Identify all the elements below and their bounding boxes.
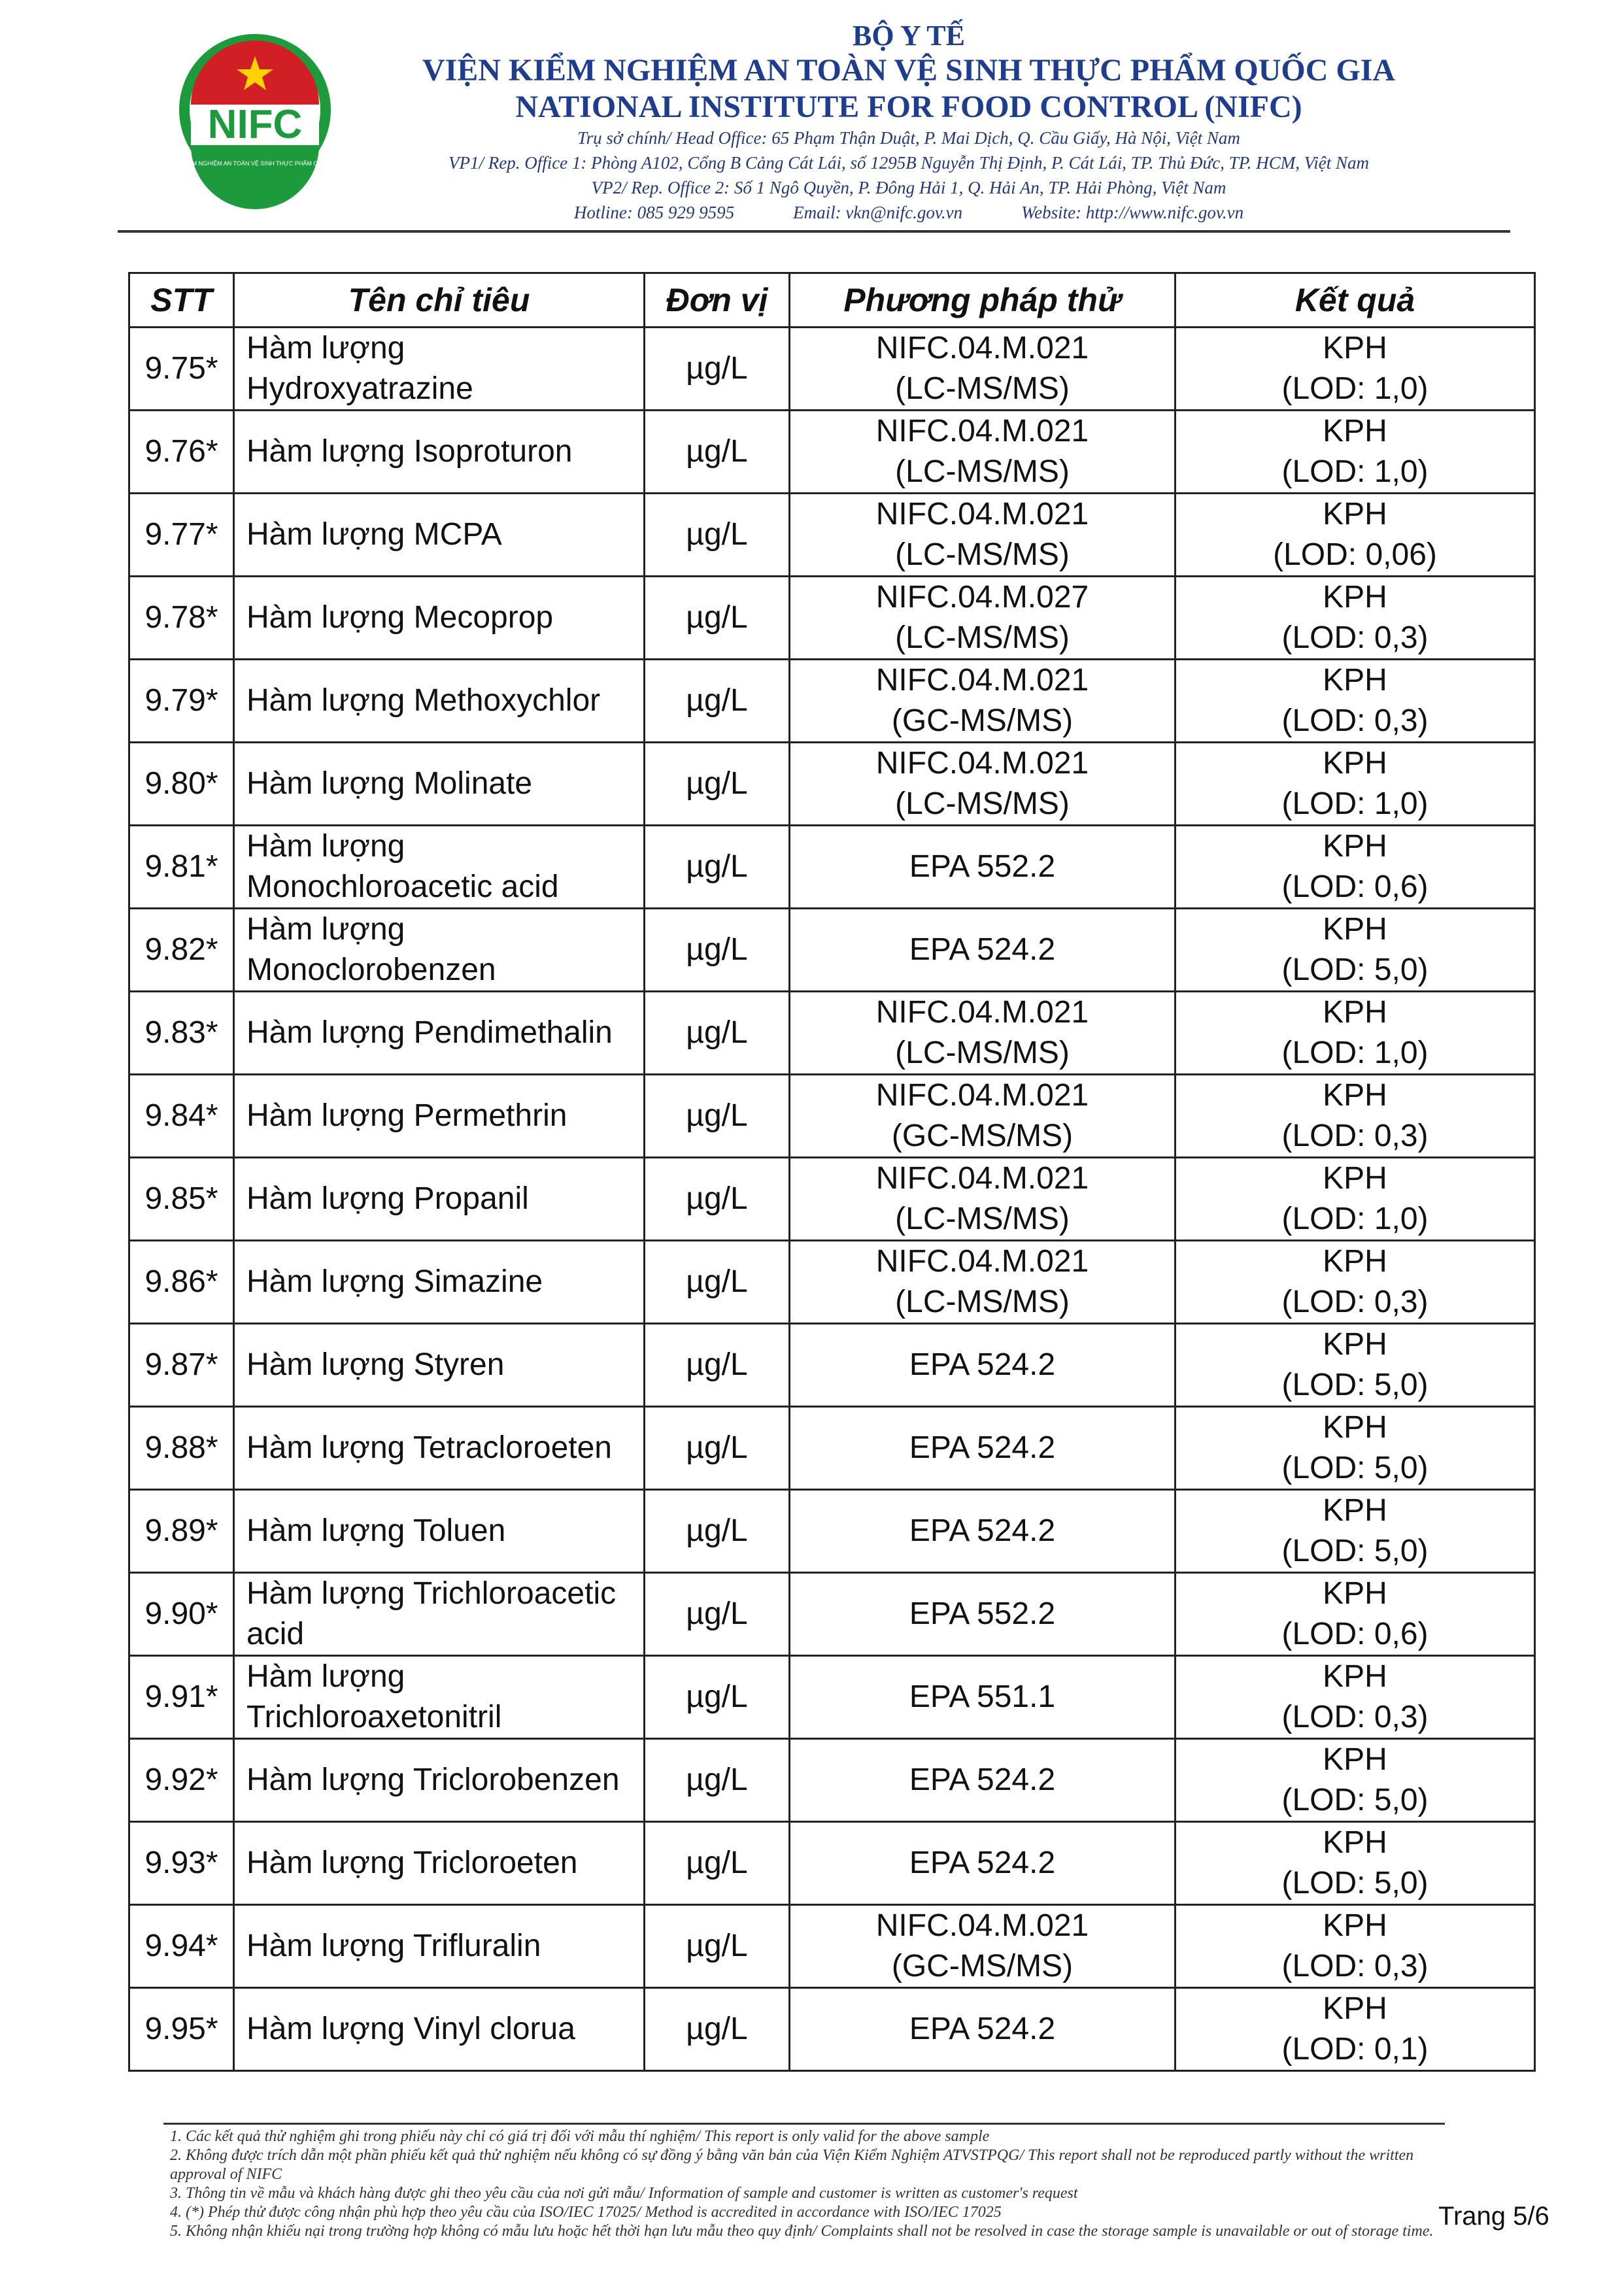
cell-result-line: KPH <box>1323 995 1387 1030</box>
cell-method-line: NIFC.04.M.021 <box>875 414 1089 448</box>
head-office-address: Trụ sở chính/ Head Office: 65 Phạm Thận Duật, P. Mai Dịch, Q. Cầu Giấy, Hà Nội, Việt Nam <box>577 128 1240 148</box>
cell-result-line: KPH <box>1323 1742 1387 1777</box>
cell-method <box>790 992 1176 1075</box>
header-unit: Đơn vị <box>645 273 790 328</box>
cell-method <box>790 1822 1176 1905</box>
cell-method-line: (LC-MS/MS) <box>895 1202 1070 1236</box>
cell-stt: 9.89* <box>129 1490 234 1573</box>
footer-note: 2. Không được trích dẫn một phần phiếu kết quả thử nghiệm nếu không có sự đồng ý bằng văn bản của Viện Kiểm Nghiệm ATVSTPQG/ This report shall not be reproduced partly without the written approval of NIFC <box>170 2147 1414 2183</box>
cell-name <box>234 743 645 826</box>
table-row <box>129 1573 1535 1656</box>
cell-result-line: (LOD: 5,0) <box>1281 1534 1429 1568</box>
cell-method <box>790 1407 1176 1490</box>
cell-result-line: (LOD: 1,0) <box>1281 786 1429 821</box>
cell-result-line: KPH <box>1323 1078 1387 1113</box>
cell-method-line: NIFC.04.M.021 <box>875 995 1089 1030</box>
cell-result-line: (LOD: 5,0) <box>1281 1368 1429 1402</box>
cell-name-line: acid <box>246 1617 305 1651</box>
cell-result-line: (LOD: 1,0) <box>1281 454 1429 489</box>
cell-method-line: EPA 524.2 <box>909 1513 1056 1548</box>
website: Website: http://www.nifc.gov.vn <box>1021 203 1244 222</box>
cell-method <box>790 909 1176 992</box>
cell-stt: 9.85* <box>129 1158 234 1241</box>
cell-unit: µg/L <box>645 328 790 411</box>
table-row <box>129 1075 1535 1158</box>
cell-name-line: Hàm lượng Molinate <box>246 766 533 801</box>
table-header-row <box>129 273 1535 328</box>
cell-method-line: EPA 524.2 <box>909 932 1056 967</box>
cell-method-line: (GC-MS/MS) <box>891 1119 1074 1153</box>
cell-method-line: EPA 551.1 <box>909 1679 1056 1714</box>
cell-result-line: KPH <box>1323 912 1387 947</box>
header-stt: STT <box>129 273 234 328</box>
cell-method-line: EPA 552.2 <box>909 849 1056 884</box>
cell-method <box>790 1656 1176 1739</box>
cell-result-line: (LOD: 0,1) <box>1281 2032 1429 2066</box>
cell-method-line: NIFC.04.M.021 <box>875 1161 1089 1196</box>
cell-name <box>234 1075 645 1158</box>
cell-result-line: KPH <box>1323 746 1387 781</box>
cell-name-line: Hàm lượng <box>246 331 405 365</box>
cell-method <box>790 1739 1176 1822</box>
rep-office-2-address: VP2/ Rep. Office 2: Số 1 Ngô Quyền, P. Đông Hải 1, Q. Hải An, TP. Hải Phòng, Việt Nam <box>591 178 1226 197</box>
cell-result <box>1176 1822 1535 1905</box>
cell-name-line: Hàm lượng Permethrin <box>246 1098 567 1133</box>
cell-name <box>234 826 645 909</box>
cell-name-line: Hàm lượng Simazine <box>246 1264 543 1299</box>
cell-unit: µg/L <box>645 494 790 577</box>
cell-name-line: Hàm lượng Isoproturon <box>246 434 573 469</box>
cell-method-line: NIFC.04.M.021 <box>875 497 1089 531</box>
cell-result-line: (LOD: 5,0) <box>1281 953 1429 987</box>
ministry-name: BỘ Y TẾ <box>853 20 965 52</box>
cell-name-line: Hàm lượng Tetracloroeten <box>246 1430 612 1465</box>
cell-method-line: NIFC.04.M.021 <box>875 663 1089 698</box>
cell-method <box>790 1988 1176 2071</box>
cell-method-line: NIFC.04.M.021 <box>875 1908 1089 1943</box>
cell-unit: µg/L <box>645 1988 790 2071</box>
cell-result-line: (LOD: 5,0) <box>1281 1866 1429 1900</box>
cell-method <box>790 328 1176 411</box>
cell-method <box>790 1158 1176 1241</box>
cell-stt: 9.76* <box>129 411 234 494</box>
cell-result-line: KPH <box>1323 1908 1387 1943</box>
cell-result <box>1176 1324 1535 1407</box>
cell-result <box>1176 1075 1535 1158</box>
cell-method-line: EPA 524.2 <box>909 2012 1056 2046</box>
cell-method-line: (LC-MS/MS) <box>895 371 1070 406</box>
cell-method <box>790 494 1176 577</box>
cell-name-line: Hàm lượng MCPA <box>246 517 502 552</box>
cell-result-line: (LOD: 0,3) <box>1281 1949 1429 1983</box>
cell-method <box>790 1905 1176 1988</box>
cell-stt: 9.77* <box>129 494 234 577</box>
cell-name-line: Hàm lượng Mecoprop <box>246 600 554 635</box>
header-method: Phương pháp thử <box>790 273 1176 328</box>
table-row <box>129 1739 1535 1822</box>
contact-row <box>366 200 1451 225</box>
table-row <box>129 1822 1535 1905</box>
footer-divider <box>163 2123 1445 2125</box>
cell-method <box>790 1324 1176 1407</box>
rep-office-1-address: VP1/ Rep. Office 1: Phòng A102, Cổng B Cảng Cát Lái, số 1295B Nguyễn Thị Định, P. Cát Lái, TP. Thủ Đức, TP. HCM, Việt Nam <box>448 153 1369 173</box>
cell-result-line: KPH <box>1323 331 1387 365</box>
cell-result <box>1176 909 1535 992</box>
cell-method-line: NIFC.04.M.021 <box>875 746 1089 781</box>
cell-result-line: KPH <box>1323 1161 1387 1196</box>
cell-name <box>234 577 645 660</box>
cell-result-line: (LOD: 0,3) <box>1281 703 1429 738</box>
cell-result-line: KPH <box>1323 1659 1387 1694</box>
cell-result <box>1176 577 1535 660</box>
cell-name <box>234 1988 645 2071</box>
logo-ring-text: VIỆN KIỂM NGHIỆM AN TOÀN VỆ SINH THỰC PHẨM QUỐC GIA <box>167 160 343 167</box>
cell-method-line: NIFC.04.M.027 <box>875 580 1089 615</box>
cell-result-line: (LOD: 0,06) <box>1273 537 1437 572</box>
cell-unit: µg/L <box>645 909 790 992</box>
cell-name-line: Monoclorobenzen <box>246 953 496 987</box>
table-row <box>129 743 1535 826</box>
footer-note: 4. (*) Phép thử được công nhận phù hợp theo yêu cầu của ISO/IEC 17025/ Method is accredited in accordance with ISO/IEC 17025 <box>170 2204 1002 2221</box>
cell-name-line: Hydroxyatrazine <box>246 371 473 406</box>
cell-result <box>1176 1158 1535 1241</box>
cell-result-line: KPH <box>1323 580 1387 615</box>
institute-name-en: NATIONAL INSTITUTE FOR FOOD CONTROL (NIFC) <box>515 90 1302 124</box>
cell-method-line: NIFC.04.M.021 <box>875 331 1089 365</box>
cell-name-line: Hàm lượng Triclorobenzen <box>246 1763 620 1797</box>
cell-stt: 9.86* <box>129 1241 234 1324</box>
cell-name <box>234 1573 645 1656</box>
cell-name <box>234 1241 645 1324</box>
cell-method <box>790 1573 1176 1656</box>
cell-name-line: Hàm lượng Vinyl clorua <box>246 2012 575 2046</box>
cell-method-line: EPA 524.2 <box>909 1430 1056 1465</box>
cell-stt: 9.87* <box>129 1324 234 1407</box>
cell-method <box>790 577 1176 660</box>
table-row <box>129 1490 1535 1573</box>
table-row <box>129 909 1535 992</box>
header-divider <box>118 230 1510 233</box>
cell-stt: 9.95* <box>129 1988 234 2071</box>
cell-method-line: NIFC.04.M.021 <box>875 1078 1089 1113</box>
cell-result <box>1176 1739 1535 1822</box>
cell-method-line: (LC-MS/MS) <box>895 620 1070 655</box>
cell-result <box>1176 660 1535 743</box>
cell-result-line: (LOD: 1,0) <box>1281 1202 1429 1236</box>
cell-stt: 9.94* <box>129 1905 234 1988</box>
cell-result-line: KPH <box>1323 1410 1387 1445</box>
cell-result <box>1176 328 1535 411</box>
table-row <box>129 1158 1535 1241</box>
cell-method-line: EPA 524.2 <box>909 1347 1056 1382</box>
cell-result-line: KPH <box>1323 497 1387 531</box>
cell-name <box>234 1158 645 1241</box>
hotline: Hotline: 085 929 9595 <box>573 203 735 222</box>
cell-unit: µg/L <box>645 660 790 743</box>
cell-result-line: KPH <box>1323 1244 1387 1279</box>
cell-unit: µg/L <box>645 826 790 909</box>
table-row <box>129 992 1535 1075</box>
cell-result <box>1176 411 1535 494</box>
cell-result-line: (LOD: 0,3) <box>1281 620 1429 655</box>
cell-method-line: EPA 552.2 <box>909 1596 1056 1631</box>
table-row <box>129 1324 1535 1407</box>
cell-name-line: Hàm lượng Methoxychlor <box>246 683 601 718</box>
cell-result-line: (LOD: 0,3) <box>1281 1119 1429 1153</box>
cell-name <box>234 660 645 743</box>
cell-result <box>1176 1241 1535 1324</box>
cell-unit: µg/L <box>645 1158 790 1241</box>
cell-stt: 9.93* <box>129 1822 234 1905</box>
cell-name <box>234 1905 645 1988</box>
cell-unit: µg/L <box>645 1656 790 1739</box>
cell-name-line: Hàm lượng <box>246 829 405 864</box>
cell-name <box>234 1407 645 1490</box>
cell-unit: µg/L <box>645 1324 790 1407</box>
table-row <box>129 411 1535 494</box>
cell-stt: 9.81* <box>129 826 234 909</box>
cell-result <box>1176 1407 1535 1490</box>
cell-name-line: Hàm lượng <box>246 1659 405 1694</box>
email: Email: vkn@nifc.gov.vn <box>793 203 963 222</box>
cell-result <box>1176 1988 1535 2071</box>
cell-result-line: (LOD: 1,0) <box>1281 1036 1429 1070</box>
cell-method <box>790 660 1176 743</box>
header-text-block <box>366 20 1451 225</box>
cell-name-line: Hàm lượng Toluen <box>246 1513 506 1548</box>
cell-name <box>234 992 645 1075</box>
results-table <box>128 272 1536 2072</box>
cell-unit: µg/L <box>645 1905 790 1988</box>
cell-result-line: KPH <box>1323 829 1387 864</box>
table-row <box>129 826 1535 909</box>
cell-result-line: (LOD: 0,3) <box>1281 1700 1429 1734</box>
footer-note: 3. Thông tin về mẫu và khách hàng được ghi theo yêu cầu của nơi gửi mẫu/ Information of sample and customer is written as customer's request <box>170 2185 1078 2202</box>
cell-name-line: Hàm lượng Pendimethalin <box>246 1015 613 1050</box>
cell-name-line: Hàm lượng Trifluralin <box>246 1929 541 1963</box>
page-number: Trang 5/6 <box>1438 2202 1549 2231</box>
table-row <box>129 1988 1535 2071</box>
table-row <box>129 1905 1535 1988</box>
cell-stt: 9.92* <box>129 1739 234 1822</box>
table-row <box>129 1656 1535 1739</box>
cell-method <box>790 826 1176 909</box>
cell-method-line: (LC-MS/MS) <box>895 537 1070 572</box>
cell-name <box>234 1490 645 1573</box>
cell-method-line: (LC-MS/MS) <box>895 1036 1070 1070</box>
cell-method-line: (LC-MS/MS) <box>895 786 1070 821</box>
cell-result <box>1176 826 1535 909</box>
institute-name-vn: VIỆN KIỂM NGHIỆM AN TOÀN VỆ SINH THỰC PHẨM QUỐC GIA <box>422 53 1396 88</box>
cell-method <box>790 1075 1176 1158</box>
cell-name <box>234 328 645 411</box>
cell-unit: µg/L <box>645 1573 790 1656</box>
cell-unit: µg/L <box>645 1075 790 1158</box>
cell-name <box>234 1822 645 1905</box>
cell-method-line: EPA 524.2 <box>909 1763 1056 1797</box>
cell-method-line: (LC-MS/MS) <box>895 454 1070 489</box>
cell-method-line: (GC-MS/MS) <box>891 703 1074 738</box>
cell-result-line: KPH <box>1323 1576 1387 1611</box>
cell-result-line: (LOD: 0,6) <box>1281 1617 1429 1651</box>
cell-name-line: Hàm lượng Trichloroacetic <box>246 1576 617 1611</box>
cell-result <box>1176 1656 1535 1739</box>
cell-stt: 9.83* <box>129 992 234 1075</box>
cell-result-line: (LOD: 0,6) <box>1281 869 1429 904</box>
cell-result <box>1176 1490 1535 1573</box>
cell-name <box>234 494 645 577</box>
cell-stt: 9.82* <box>129 909 234 992</box>
cell-stt: 9.75* <box>129 328 234 411</box>
document-header <box>0 0 1624 235</box>
cell-result-line: KPH <box>1323 1991 1387 2026</box>
cell-stt: 9.84* <box>129 1075 234 1158</box>
cell-result <box>1176 1905 1535 1988</box>
cell-unit: µg/L <box>645 1407 790 1490</box>
cell-name <box>234 1324 645 1407</box>
cell-stt: 9.78* <box>129 577 234 660</box>
cell-result-line: KPH <box>1323 663 1387 698</box>
cell-stt: 9.90* <box>129 1573 234 1656</box>
cell-method <box>790 743 1176 826</box>
cell-name-line: Hàm lượng Propanil <box>246 1181 529 1216</box>
cell-unit: µg/L <box>645 577 790 660</box>
cell-result-line: KPH <box>1323 414 1387 448</box>
cell-method-line: NIFC.04.M.021 <box>875 1244 1089 1279</box>
cell-name <box>234 1656 645 1739</box>
cell-name <box>234 411 645 494</box>
table-row <box>129 1241 1535 1324</box>
cell-stt: 9.80* <box>129 743 234 826</box>
cell-unit: µg/L <box>645 1739 790 1822</box>
cell-method <box>790 1490 1176 1573</box>
nifc-logo <box>167 31 343 188</box>
cell-result-line: (LOD: 5,0) <box>1281 1783 1429 1817</box>
cell-stt: 9.79* <box>129 660 234 743</box>
table-body <box>129 328 1535 2071</box>
cell-result-line: KPH <box>1323 1825 1387 1860</box>
table-row <box>129 328 1535 411</box>
cell-method <box>790 1241 1176 1324</box>
table-row <box>129 494 1535 577</box>
cell-result-line: (LOD: 0,3) <box>1281 1285 1429 1319</box>
cell-name <box>234 909 645 992</box>
cell-unit: µg/L <box>645 1241 790 1324</box>
cell-result <box>1176 992 1535 1075</box>
cell-method-line: (GC-MS/MS) <box>891 1949 1074 1983</box>
cell-name-line: Trichloroaxetonitril <box>246 1700 502 1734</box>
cell-method <box>790 411 1176 494</box>
cell-unit: µg/L <box>645 743 790 826</box>
header-name: Tên chỉ tiêu <box>234 273 645 328</box>
cell-result <box>1176 494 1535 577</box>
cell-result-line: KPH <box>1323 1493 1387 1528</box>
cell-method-line: EPA 524.2 <box>909 1846 1056 1880</box>
logo-text: NIFC <box>207 102 303 147</box>
cell-unit: µg/L <box>645 992 790 1075</box>
cell-name <box>234 1739 645 1822</box>
table-row <box>129 660 1535 743</box>
cell-name-line: Hàm lượng <box>246 912 405 947</box>
cell-name-line: Hàm lượng Tricloroeten <box>246 1846 578 1880</box>
cell-method-line: (LC-MS/MS) <box>895 1285 1070 1319</box>
header-result: Kết quả <box>1176 273 1535 328</box>
cell-name-line: Monochloroacetic acid <box>246 869 559 904</box>
cell-result-line: KPH <box>1323 1327 1387 1362</box>
cell-result <box>1176 1573 1535 1656</box>
cell-stt: 9.88* <box>129 1407 234 1490</box>
table-row <box>129 1407 1535 1490</box>
cell-result <box>1176 743 1535 826</box>
footer-note: 5. Không nhận khiếu nại trong trường hợp không có mẫu lưu hoặc hết thời hạn lưu mẫu theo quy định/ Complaints shall not be resolved in case the storage sample is unavailable or out of storage time. <box>170 2223 1434 2240</box>
cell-unit: µg/L <box>645 1490 790 1573</box>
footer-note: 1. Các kết quả thử nghiệm ghi trong phiếu này chỉ có giá trị đối với mẫu thí nghiệm/ This report is only valid for the above sample <box>170 2128 990 2145</box>
cell-unit: µg/L <box>645 1822 790 1905</box>
cell-name-line: Hàm lượng Styren <box>246 1347 505 1382</box>
cell-result-line: (LOD: 1,0) <box>1281 371 1429 406</box>
table-row <box>129 577 1535 660</box>
cell-result-line: (LOD: 5,0) <box>1281 1451 1429 1485</box>
footer-notes <box>170 2127 1464 2241</box>
cell-stt: 9.91* <box>129 1656 234 1739</box>
cell-unit: µg/L <box>645 411 790 494</box>
